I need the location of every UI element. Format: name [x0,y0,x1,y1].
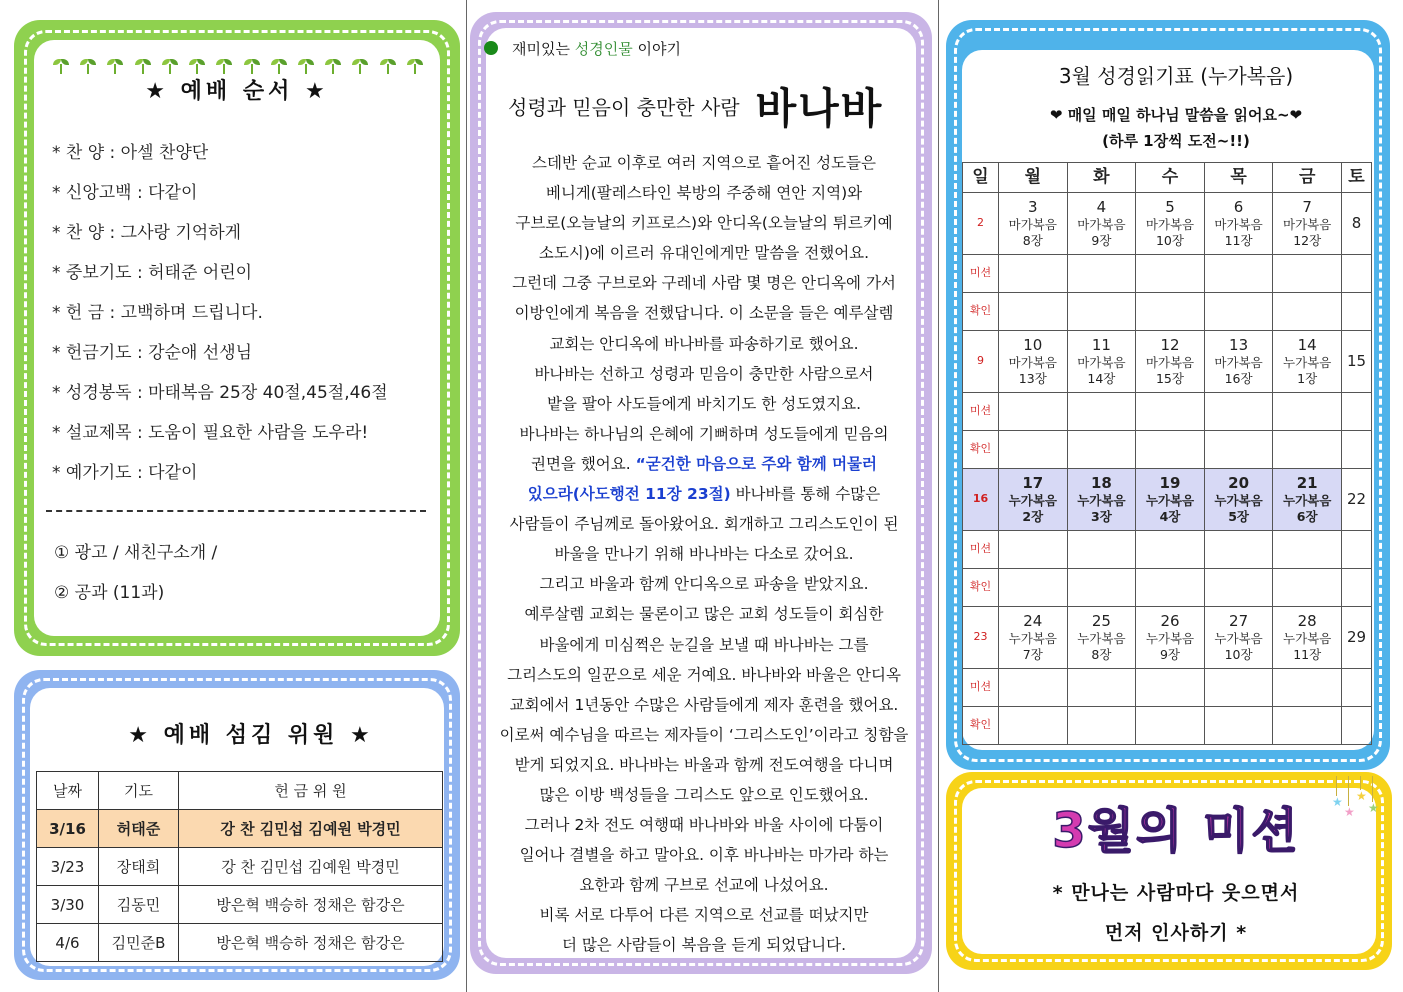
sunday-cell: 9 [963,331,999,393]
story-line: 구브로(오늘날의 키프로스)와 안디옥(오늘날의 튀르키예 [515,214,893,233]
story-line: 받게 되었지요. 바나바는 바울과 함께 전도여행을 다니며 [514,755,894,774]
day-number: 13 [1229,335,1249,354]
day-number: 25 [1091,611,1111,630]
story-line: 교회는 안디옥에 바나바를 파송하기로 했어요. [549,334,859,353]
chapter: 3장 [1091,509,1112,525]
mission-label: 미션 [963,669,999,707]
check-label: 확인 [963,431,999,469]
serving-committee-title: ★ 예배 섬김 위원 ★ [128,723,374,748]
order-notes [54,538,217,618]
check-label: 확인 [963,707,999,745]
day-number: 26 [1160,611,1180,630]
order-item: * 성경봉독 : 마태복음 25장 40절,45절,46절 [52,383,388,403]
cell-date: 3/23 [37,848,99,886]
book-name: 누가복음 [1145,631,1195,646]
cell-offering: 강 찬 김민섭 김예원 박경민 [179,810,443,848]
header-offering: 헌 금 위 원 [179,772,443,810]
day-number: 14 [1297,335,1317,354]
story-line-quote [486,449,922,479]
mission-line-2: 먼저 인사하기 * [1104,922,1248,944]
day-number: 10 [1023,335,1043,354]
chapter: 5장 [1228,509,1249,525]
story-line: 소도시)에 이르러 유대인에게만 말씀을 전했어요. [538,244,870,263]
cell-date: 4/6 [37,924,99,962]
order-item: * 중보기도 : 허태준 어린이 [52,263,253,283]
day-number: 6 [1233,197,1244,216]
day-number: 11 [1091,335,1111,354]
story-line: 더 많은 사람들이 복음을 듣게 되었답니다. [561,936,847,955]
quote-text: “굳건한 마음으로 주와 함께 머물러 [635,454,878,473]
chapter: 7장 [1022,647,1043,663]
story-line: 일어나 결별을 하고 말아요. 이후 바나바는 마가라 하는 [519,846,889,865]
day-number: 7 [1302,197,1312,216]
chapter: 2장 [1022,509,1044,525]
cell-prayer: 장태희 [99,848,179,886]
story-line: 이로써 예수님을 따르는 제자들이 ‘그리스도인’이라고 칭함을 [499,725,909,744]
story-line: 교회에서 1년동안 수많은 사람들에게 제자 훈련을 했어요. [509,695,899,714]
saturday-cell: 22 [1342,469,1372,531]
day-number: 24 [1023,611,1043,630]
story-text: 바나바를 통해 수많은 [730,485,881,504]
day-cell [999,607,1068,669]
book-name: 마가복음 [1145,217,1195,232]
order-item: * 신앙고백 : 다같이 [52,183,198,203]
day-header: 목 [1204,163,1273,193]
day-number: 28 [1297,611,1317,630]
book-name: 마가복음 [1077,217,1126,232]
day-cell [1204,607,1273,669]
book-name: 누가복음 [1008,631,1057,646]
calendar-week [963,607,1372,669]
chapter: 16장 [1224,371,1253,387]
chapter: 8장 [1091,647,1112,663]
chapter: 4장 [1159,509,1181,525]
chapter: 10장 [1155,233,1184,249]
story-line: 밭을 팔아 사도들에게 바치기도 한 성도였지요. [546,394,862,413]
story-line: 그런데 그중 구브로와 구레네 사람 몇 명은 안디옥에 가서 [512,274,896,293]
cell-prayer: 허태준 [99,810,179,848]
saturday-cell: 8 [1342,193,1372,255]
order-item: * 헌 금 : 고백하며 드립니다. [52,303,263,323]
story-heading [508,76,883,136]
day-number: 27 [1229,611,1249,630]
cell-offering: 강 찬 김민섭 김예원 박경민 [179,848,443,886]
day-cell [1273,193,1342,255]
day-number: 20 [1228,473,1250,492]
day-cell [1136,193,1205,255]
book-name: 마가복음 [1008,355,1057,370]
kicker-highlight: 성경인물 [574,40,633,58]
day-cell [1136,331,1205,393]
story-line: 그러나 2차 전도 여행때 바나바와 바울 사이에 다툼이 [524,816,884,835]
day-number: 3 [1028,197,1038,216]
story-line: 바울에게 미심쩍은 눈길을 보낼 때 바나바는 그를 [539,635,869,654]
chapter: 9장 [1159,647,1180,663]
chapter: 1장 [1297,371,1318,387]
saturday-cell: 29 [1342,607,1372,669]
day-number: 4 [1096,197,1107,216]
cell-date: 3/30 [37,886,99,924]
calendar-subtitle-2: (하루 1장씩 도전~!!) [1102,132,1250,150]
day-header: 토 [1342,163,1372,193]
day-cell [1067,607,1136,669]
calendar-subtitle: ❤ 매일 매일 하나님 말씀을 읽어요~❤ [1049,106,1303,124]
check-row [963,431,1372,469]
mission-label: 미션 [963,393,999,431]
story-line: 비록 서로 다투어 다른 지역으로 선교를 떠났지만 [539,906,869,925]
book-name: 마가복음 [1008,217,1057,232]
day-number: 12 [1160,335,1180,354]
header-prayer: 기도 [99,772,179,810]
book-name: 마가복음 [1077,355,1126,370]
table-row [37,810,443,848]
story-body [486,148,922,961]
bullet-dot-icon [484,41,498,55]
mission-row [963,669,1372,707]
book-name: 누가복음 [1214,631,1263,646]
book-name: 누가복음 [1283,355,1332,370]
mission-title: 3월의 미션 [1052,803,1300,859]
saturday-cell: 15 [1342,331,1372,393]
header-date: 날짜 [37,772,99,810]
day-number: 5 [1165,197,1175,216]
story-line: 바나바는 선하고 성령과 믿음이 충만한 사람으로서 [534,364,874,383]
book-name: 마가복음 [1214,355,1263,370]
kicker-prefix: 재미있는 [512,40,575,58]
day-header: 수 [1136,163,1205,193]
day-cell [999,331,1068,393]
day-cell [1067,469,1136,531]
check-row [963,569,1372,607]
mission-label: 미션 [963,531,999,569]
story-line: 바울을 만나기 위해 바나바는 다소로 갔어요. [554,545,854,564]
story-line: 예루살렘 교회는 물론이고 많은 교회 성도들이 회심한 [524,605,884,624]
divider [46,510,426,512]
worship-order-title: ★ 예배 순서 ★ [145,79,329,104]
hanging-stars-decoration: ★ ★ ★ ★ [1332,776,1384,826]
day-number: 18 [1090,473,1112,492]
day-number: 17 [1022,473,1044,492]
calendar-title: 3월 성경읽기표 (누가복음) [1058,64,1294,88]
day-cell [1204,331,1273,393]
day-header: 화 [1067,163,1136,193]
book-name: 누가복음 [1077,631,1126,646]
day-header: 일 [963,163,999,193]
calendar-header-row [963,163,1372,193]
fold-line-left [466,0,467,992]
mission-row [963,531,1372,569]
book-name: 마가복음 [1283,217,1332,232]
book-name: 누가복음 [1283,493,1332,508]
day-cell [1273,331,1342,393]
order-item: * 설교제목 : 도움이 필요한 사람을 도우라! [52,423,369,443]
story-name: 바나바 [755,84,884,133]
chapter: 11장 [1224,233,1253,249]
mission-line-1: * 만나는 사람마다 웃으면서 [1052,882,1300,904]
day-cell [1136,607,1205,669]
fold-line-right [938,0,939,992]
order-item: * 예가기도 : 다같이 [52,463,198,483]
day-cell [1204,193,1273,255]
day-cell [1204,469,1273,531]
cell-offering: 방은혁 백승하 정채은 함강은 [179,924,443,962]
table-row [37,924,443,962]
book-name: 누가복음 [1145,493,1195,508]
note-item: ① 광고 / 새친구소개 / [54,543,218,563]
table-header-row [37,772,443,810]
order-item: * 찬 양 : 아셀 찬양단 [52,143,209,163]
cell-prayer: 김동민 [99,886,179,924]
mission-label: 미션 [963,255,999,293]
mission-row [963,393,1372,431]
day-header: 월 [999,163,1068,193]
chapter: 12장 [1293,233,1322,249]
quote-text: 있으라(사도행전 11장 23절) [527,485,731,504]
book-name: 마가복음 [1214,217,1263,232]
day-cell [1273,607,1342,669]
serving-committee-table [36,771,443,962]
chapter: 10장 [1224,647,1253,663]
cell-prayer: 김민준B [99,924,179,962]
check-row [963,293,1372,331]
table-row [37,886,443,924]
day-header: 금 [1273,163,1342,193]
day-cell [1136,469,1205,531]
chapter: 15장 [1155,371,1184,387]
check-row [963,707,1372,745]
calendar-week [963,193,1372,255]
check-label: 확인 [963,293,999,331]
day-cell [999,469,1068,531]
check-label: 확인 [963,569,999,607]
day-cell [1273,469,1342,531]
day-cell [1067,331,1136,393]
chapter: 13장 [1018,371,1047,387]
worship-order-list [52,138,388,498]
story-line: 스데반 순교 이후로 여러 지역으로 흩어진 성도들은 [532,154,876,172]
chapter: 8장 [1022,233,1043,249]
order-item: * 헌금기도 : 강순애 선생님 [52,343,253,363]
day-number: 21 [1296,473,1318,492]
cell-offering: 방은혁 백승하 정채은 함강은 [179,886,443,924]
story-line: 이방인에게 복음을 전했답니다. 이 소문을 들은 예루살렘 [514,304,894,323]
story-subtitle: 성령과 믿음이 충만한 사람 [508,95,740,120]
story-line: 요한과 함께 구브로 선교에 나섰어요. [579,876,829,895]
day-cell [999,193,1068,255]
story-line: 많은 이방 백성들을 그리스도 앞으로 인도했어요. [539,785,869,804]
book-name: 누가복음 [1077,493,1126,508]
kicker-suffix: 이야기 [632,40,681,58]
chapter: 6장 [1296,509,1318,525]
calendar-week [963,331,1372,393]
story-kicker [512,38,681,59]
mission-row [963,255,1372,293]
reading-calendar [962,162,1372,745]
book-name: 누가복음 [1283,631,1332,646]
story-line: 바나바는 하나님의 은혜에 기뻐하며 성도들에게 믿음의 [519,424,889,443]
story-line: 사람들이 주님께로 돌아왔어요. 회개하고 그리스도인이 된 [509,515,899,534]
sunday-cell: 23 [963,607,999,669]
book-name: 마가복음 [1145,355,1195,370]
sunday-cell: 2 [963,193,999,255]
cell-date: 3/16 [37,810,99,848]
calendar-week-current [963,469,1372,531]
sunday-cell: 16 [963,469,999,531]
book-name: 누가복음 [1008,493,1057,508]
story-line: 베니게(팔레스타인 북방의 주중해 연안 지역)와 [545,184,863,203]
chapter: 9장 [1091,233,1112,249]
day-number: 19 [1159,473,1181,492]
chapter: 14장 [1087,371,1116,387]
note-item: ② 공과 (11과) [54,583,165,603]
day-cell [1067,193,1136,255]
story-text: 권면을 했어요. [530,454,631,473]
story-line: 그리고 바울과 함께 안디옥으로 파송을 받았지요. [539,575,869,594]
story-line: 그리스도의 일꾼으로 세운 거예요. 바나바와 바울은 안디옥 [507,665,901,684]
order-item: * 찬 양 : 그사랑 기억하게 [52,223,242,243]
book-name: 누가복음 [1214,493,1263,508]
table-row [37,848,443,886]
story-line-quote [486,479,922,509]
chapter: 11장 [1293,647,1322,663]
